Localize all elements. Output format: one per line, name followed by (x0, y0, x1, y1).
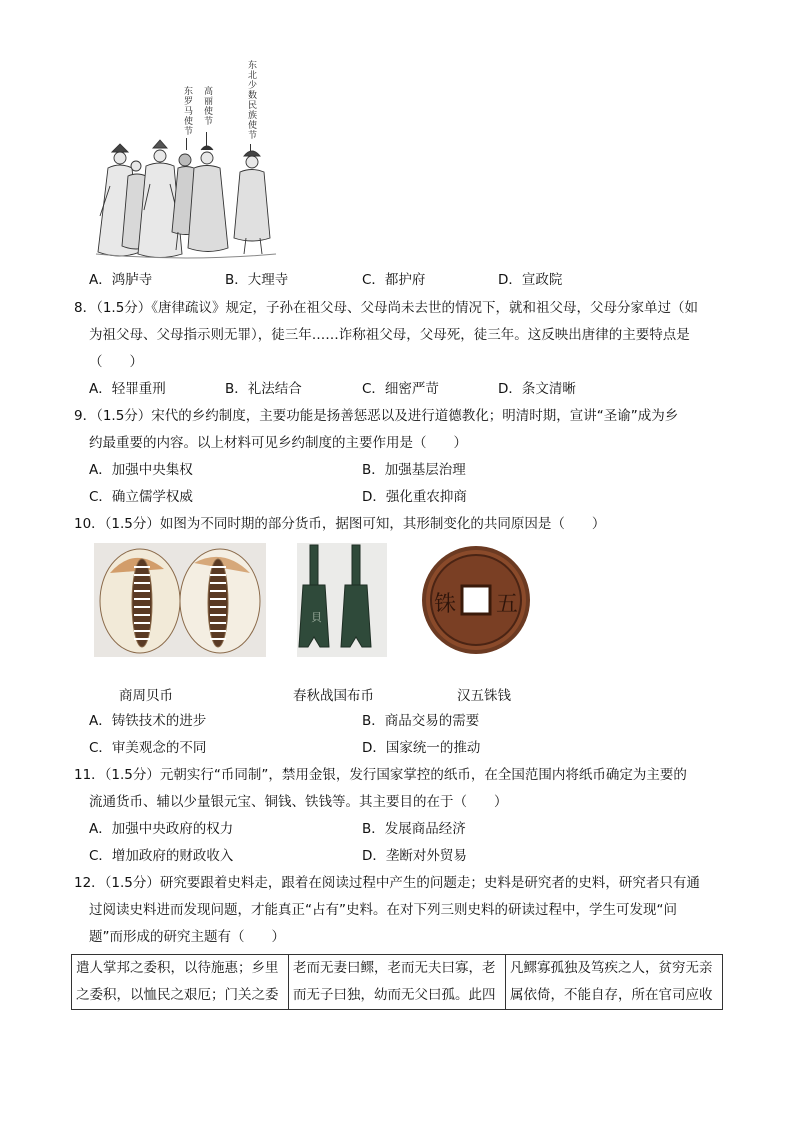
source-1-line-1: 遣人掌邦之委积，以待施惠；乡里 (76, 960, 279, 976)
q9-stem-line-2: 约最重要的内容。以上材料可见乡约制度的主要作用是（ ） (89, 435, 467, 451)
q11-option-a: A．加强中央政府的权力 (89, 821, 234, 837)
q10-option-d: D．国家统一的推动 (362, 740, 481, 756)
spade-coin-glyph: 貝 (311, 611, 322, 624)
figure-label-right: 东北少数民族使节 (246, 60, 256, 140)
source-2-line-2: 而无子曰独，幼而无父曰孤。此四 (293, 987, 496, 1003)
q7-option-b: B．大理寺 (225, 272, 289, 288)
q9-option-b: B．加强基层治理 (362, 462, 466, 478)
source-cell-1 (72, 955, 289, 1010)
source-2-line-1: 老而无妻曰鳏，老而无夫曰寡，老 (293, 960, 496, 976)
q10-option-b: B．商品交易的需要 (362, 713, 480, 729)
q7-option-c: C．都护府 (362, 272, 426, 288)
q10-option-a: A．铸铁技术的进步 (89, 713, 207, 729)
q8-option-b: B．礼法结合 (225, 381, 302, 397)
source-1-line-2: 之委积，以恤民之艰厄；门关之委 (76, 987, 279, 1003)
q11-option-b: B．发展商品经济 (362, 821, 466, 837)
q12-stem-line-1: 12．（1.5分）研究要跟着史料走，跟着在阅读过程中产生的问题走；史料是研究者的史料，研究者只有通 (74, 875, 700, 891)
q12-stem-line-3: 题”而形成的研究主题有（ ） (89, 929, 285, 945)
source-cell-3 (506, 955, 723, 1010)
table-row (72, 955, 723, 1010)
coin-char-wu: 铢 (434, 592, 457, 617)
q8-stem-line-2: 为祖父母、父母指示则无罪），徒三年……诈称祖父母，父母死，徒三年。这反映出唐律的主要特点是 (89, 327, 690, 343)
envoys-figure (86, 56, 286, 261)
q11-stem-line-1: 11．（1.5分）元朝实行“币同制”，禁用金银，发行国家掌控的纸币，在全国范围内将纸币确定为主要的 (74, 767, 687, 783)
caption-spade-coins: 春秋战国布币 (293, 688, 374, 704)
envoys-illustration (86, 56, 286, 261)
q10-option-c: C．审美观念的不同 (89, 740, 207, 756)
source-3-line-2: 属依倚，不能自存，所在官司应收 (510, 987, 713, 1003)
q8-option-d: D．条文清晰 (498, 381, 576, 397)
q8-option-c: C．细密严苛 (362, 381, 439, 397)
figure-label-mid: 高丽使节 (202, 86, 212, 126)
q10-stem-line-1: 10．（1.5分）如图为不同时期的部分货币，据图可知，其形制变化的共同原因是（ ） (74, 516, 606, 532)
caption-wuzhu-coin: 汉五铢钱 (457, 688, 511, 704)
source-cell-2 (289, 955, 506, 1010)
wuzhu-coin-image (420, 543, 532, 657)
figure-label-left: 东罗马使节 (182, 86, 192, 136)
caption-shell-coins: 商周贝币 (119, 688, 173, 704)
q9-option-d: D．强化重农抑商 (362, 489, 467, 505)
q11-option-c: C．增加政府的财政收入 (89, 848, 234, 864)
q11-stem-line-2: 流通货币、辅以少量银元宝、铜钱、铁钱等。其主要目的在于（ ） (89, 794, 508, 810)
coin-char-zhu: 五 (496, 592, 519, 617)
q8-stem-line-3: （ ） (89, 354, 143, 370)
source-material-table (71, 954, 723, 1010)
q7-option-a: A．鸿胪寺 (89, 272, 153, 288)
q8-stem-line-1: 8．（1.5分）《唐律疏议》规定，子孙在祖父母、父母尚未去世的情况下，就和祖父母，父母分家单过（如 (74, 300, 699, 316)
q11-option-d: D．垄断对外贸易 (362, 848, 467, 864)
q7-option-d: D．宣政院 (498, 272, 563, 288)
q9-option-a: A．加强中央集权 (89, 462, 193, 478)
q12-stem-line-2: 过阅读史料进而发现问题，才能真正“占有”史料。在对下列三则史料的研读过程中，学生可发现“问 (89, 902, 677, 918)
spade-coins-image (297, 543, 387, 657)
q8-option-a: A．轻罪重刑 (89, 381, 166, 397)
source-3-line-1: 凡鳏寡孤独及笃疾之人，贫穷无亲 (510, 960, 713, 976)
shell-coins-image (94, 543, 266, 657)
q9-stem-line-1: 9．（1.5分）宋代的乡约制度，主要功能是扬善惩恶以及进行道德教化；明清时期，宣讲“圣谕”成为乡 (74, 408, 679, 424)
q9-option-c: C．确立儒学权威 (89, 489, 193, 505)
